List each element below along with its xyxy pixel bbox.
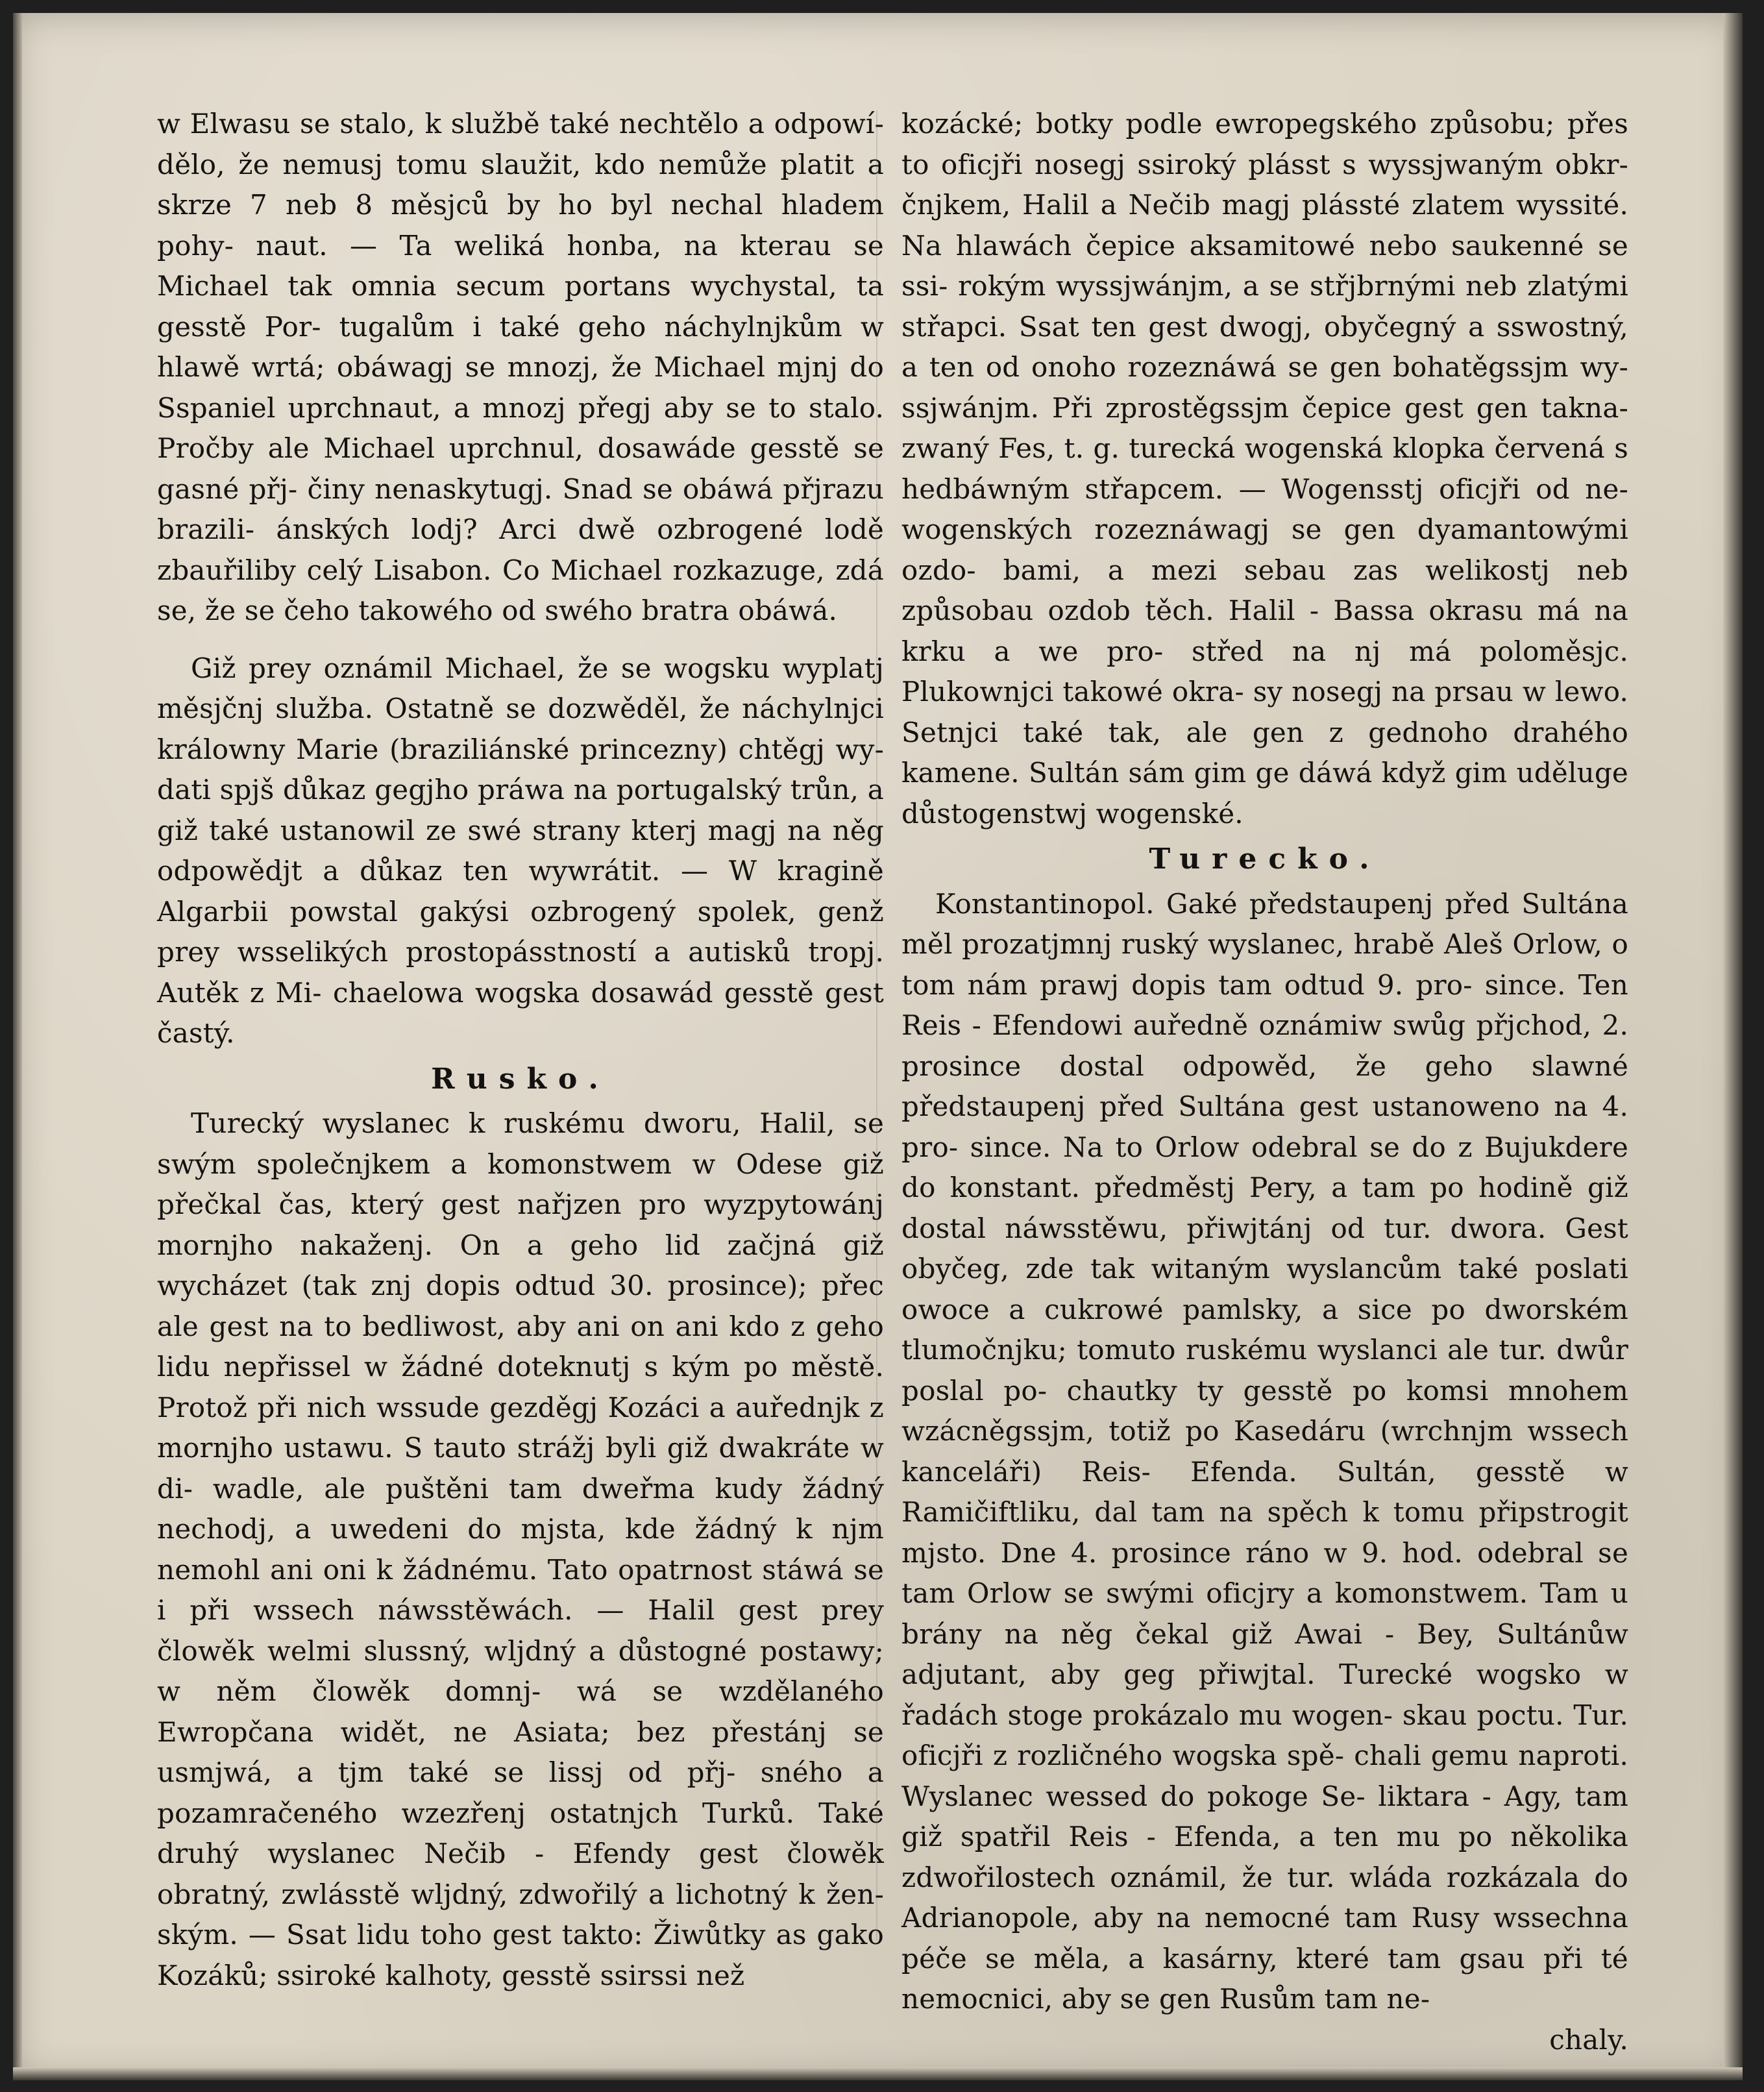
paragraph-michael-lisbon: w Elwasu se stalo, k službě také nechtělo a odpowí- dělo, že nemusj tomu slaužit, kdo nemůže platit a skrze 7 neb 8 měsjců by ho byl nechal hladem pohy- naut. — Ta weliká honba, na kterau se Michael tak omnia secum portans wychystal, ta gesstě Por- tugalům i také geho náchylnjkům w hlawě wrtá; obáwagj se mnozj, že Michael mjnj do Sspaniel uprchnaut, a mnozj přegj aby se to stalo. Pročby ale Michael uprchnul, dosawáde gesstě se gasné přj- činy nenaskytugj. Snad se obáwá přjrazu brazili- ánských lodj? Arci dwě ozbrogené lodě zbauřiliby celý Lisabon. Co Michael rozkazuge, zdá se, že se čeho takowého od swého bratra obáwá.: [157, 108, 884, 626]
page-edge-bottom: [13, 2067, 1743, 2080]
paragraph-gap: [157, 632, 884, 648]
paragraph-constantinople: Konstantinopol. Gaké předstaupenj před Sultána měl prozatjmnj ruský wyslanec, hrabě Aleš Orlow, o tom nám prawj dopis tam odtud 9. pro- since. Ten Reis - Efendowi auředně oznámiw swůg přjchod, 2. prosince dostal odpowěd, že geho slawné předstaupenj před Sultána gest ustanoweno na 4. pro- since. Na to Orlow odebral se do z Bujukdere do konstant. předměstj Pery, a tam po hodině giž dostal náwsstěwu, přiwjtánj od tur. dwora. Gest obyčeg, zde tak witaným wyslancům také poslati owoce a cukrowé pamlsky, a sice po dworském tlumočnjku; tomuto ruskému wyslanci ale tur. dwůr poslal po- chautky ty gesstě po komsi mnohem wzácněgssjm, totiž po Kasedáru (wrchnjm wssech kanceláři) Reis- Efenda. Sultán, gesstě w Ramičiftliku, dal tam na spěch k tomu připstrogit mjsto. Dne 4. prosince ráno w 9. hod. odebral se tam Orlow se swými oficjry a komonstwem. Tam u brány na něg čekal giž Awai - Bey, Sultánůw adjutant, aby geg přiwjtal. Turecké wogsko w řadách stoge prokázalo mu wogen- skau poctu. Tur. oficjři z rozličného wogska spě- chali gemu naproti. Wyslanec wessed do pokoge Se- liktara - Agy, tam giž spatřil Reis - Efenda, a ten mu po několika zdwořilostech oznámil, že tur. wláda rozkázala do Adrianopole, aby na nemocné tam Rusy wssechna péče se měla, a kasárny, které tam gsau při té nemocnici, aby se gen Rusům tam ne-: [901, 887, 1628, 2015]
section-heading-turkey: Turecko.: [1149, 843, 1381, 876]
paragraph-dress: kozácké; botky podle ewropegského způsobu; přes to oficjři nosegj ssiroký plásst s wyssjwaným obkr- čnjkem, Halil a Nečib magj plássté zlatem wyssité. Na hlawách čepice aksamitowé nebo saukenné se ssi- rokým wyssjwánjm, a se střjbrnými neb zlatými střapci. Ssat ten gest dwogj, obyčegný a sswostný, a ten od onoho rozeznáwá se gen bohatěgssjm wy- ssjwánjm. Při zprostěgssjm čepice gest gen takna- zwaný Fes, t. g. turecká wogenská klopka červená s hedbáwným střapcem. — Wogensstj oficjři od ne- wogenských rozeznáwagj se gen dyamantowými ozdo- bami, a mezi sebau zas welikostj neb způsobau ozdob těch. Halil - Bassa okrasu má na krku a we pro- střed na nj má poloměsjc. Plukownjci takowé okra- sy nosegj na prsau w lewo. Setnjci také tak, ale gen z gednoho drahého kamene. Sultán sám gim ge dáwá když gim uděluge důstogenstwj wogenské.: [901, 108, 1628, 830]
paragraph-russia: Turecký wyslanec k ruskému dworu, Halil, se swým společnjkem a komonstwem w Odese giž přečkal čas, který gest nařjzen pro wyzpytowánj mornjho nakaženj. On a geho lid začjná giž wycházet (tak znj dopis odtud 30. prosince); přec ale gest na to bedliwost, aby ani on ani kdo z geho lidu nepřissel w žádné doteknutj s kým po městě. Protož při nich wssude gezděgj Kozáci a auřednjk z mornjho ustawu. S tauto strážj byli giž dwakráte w di- wadle, ale puštěni tam dweřma kudy žádný nechodj, a uwedeni do mjsta, kde žádný k njm nemohl ani oni k žádnému. Tato opatrnost stáwá se i při wssech náwsstěwách. — Halil gest prey člowěk welmi slussný, wljdný a důstogné postawy; w něm člowěk domnj- wá se wzdělaného Ewropčana widět, ne Asiata; bez přestánj se usmjwá, a tjm také se lissj od přj- sného a pozamračeného wzezřenj ostatnjch Turků. Také druhý wyslanec Nečib - Efendy gest člowěk obratný, zwlásstě wljdný, zdwořilý a lichotný k žen- ským. — Ssat lidu toho gest takto: Žiwůtky as gako Kozáků; ssiroké kalhoty, gesstě ssirssi než: [157, 1107, 884, 1991]
section-heading-russia: Rusko.: [431, 1062, 610, 1096]
page-edge-left: [13, 13, 22, 2080]
catchword: chaly.: [1549, 2023, 1628, 2056]
right-column: [901, 104, 1628, 2060]
paragraph-michael-army: Giž prey oznámil Michael, že se wogsku wyplatj měsjčnj služba. Ostatně se dozwěděl, že náchylnjci králowny Marie (braziliánské princezny) chtěgj wy- dati spjš důkaz gegjho práwa na portugalský trůn, a giž také ustanowil ze swé strany kterj magj na něg odpowědjt a důkaz ten wywrátit. — W kragině Algarbii powstal gakýsi ozbrogený spolek, genž prey wsselikých prostopásstností a autisků tropj. Autěk z Mi- chaelowa wogska dosawád gesstě gest častý.: [157, 652, 884, 1049]
column-divider: [876, 110, 877, 1941]
page-edge-right: [1723, 13, 1743, 2080]
left-column: [157, 104, 884, 1996]
newspaper-page: [13, 13, 1743, 2080]
